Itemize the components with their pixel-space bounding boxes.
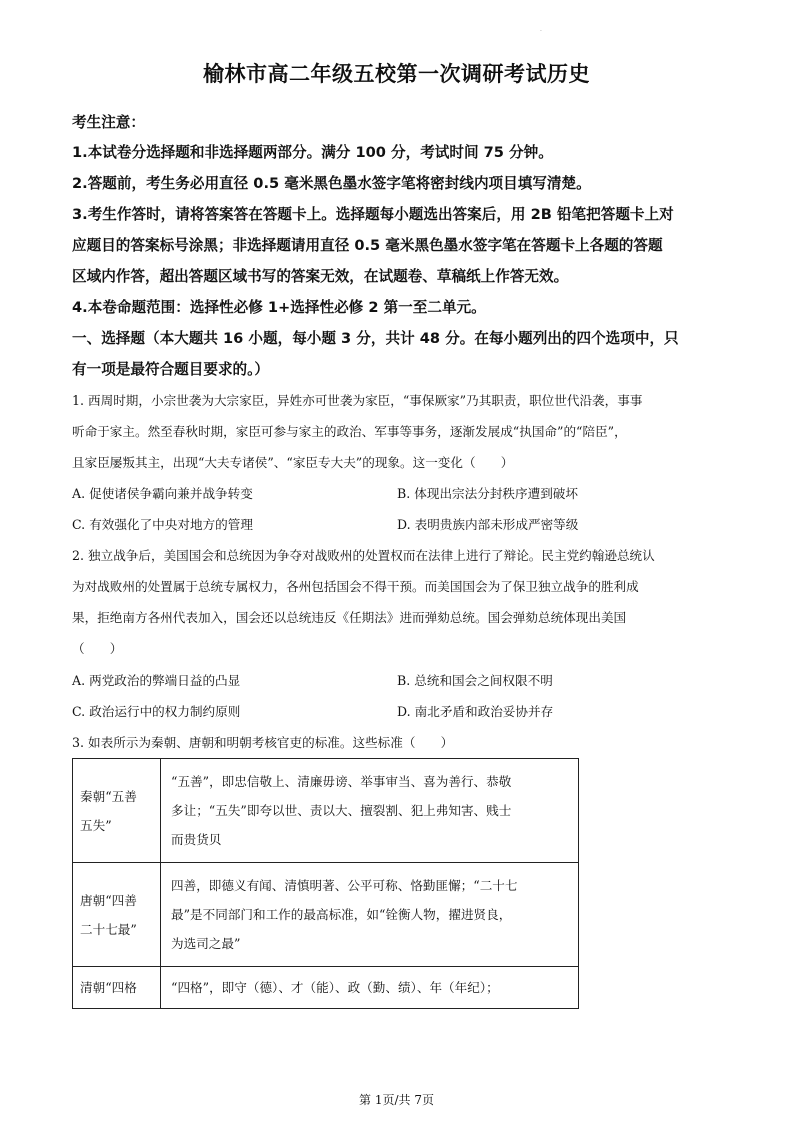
standard-line: 最”是不同部门和工作的最高标准，如“铨衡人物，擢进贤良， xyxy=(171,907,512,922)
table-row xyxy=(73,863,579,967)
notice-item: 3.考生作答时，请将答案答在答题卡上。选择题每小题选出答案后，用 2B 铅笔把答题卡上对 xyxy=(72,206,674,223)
question-1-option-a: A. 促使诸侯争霸向兼并战争转变 xyxy=(72,486,253,501)
official-evaluation-table xyxy=(72,758,579,1009)
dynasty-cell xyxy=(73,863,161,967)
standard-line: 为选司之最” xyxy=(171,936,241,951)
question-1-stem: 1. 西周时期，小宗世袭为大宗家臣，异姓亦可世袭为家臣，“事保厥家”乃其职责，职位世代沿袭，事事 xyxy=(72,393,643,408)
notice-item: 2.答题前，考生务必用直径 0.5 毫米黑色墨水签字笔将密封线内项目填写清楚。 xyxy=(72,175,591,192)
question-2-option-d: D. 南北矛盾和政治妥协并存 xyxy=(397,704,554,719)
table-row xyxy=(73,759,579,863)
standard-line: “五善”，即忠信敬上、清廉毋谤、举事审当、喜为善行、恭敬 xyxy=(171,774,512,789)
dynasty-name-line: 五失” xyxy=(80,817,112,833)
question-2-stem: 2. 独立战争后，美国国会和总统因为争夺对战败州的处置权而在法律上进行了辩论。民主党约翰逊总统认 xyxy=(72,548,655,563)
dynasty-name-line: 唐朝“四善 xyxy=(80,892,137,908)
question-2-stem: （ ） xyxy=(72,641,123,656)
question-1-option-d: D. 表明贵族内部未形成严密等级 xyxy=(397,517,579,532)
dynasty-name-line: 清朝“四格 xyxy=(80,980,137,995)
question-3-stem: 3. 如表所示为秦朝、唐朝和明朝考核官吏的标准。这些标准（ ） xyxy=(72,735,454,750)
standard-line: 而贵货贝 xyxy=(171,832,222,847)
standard-line: 多让；“五失”即夸以世、责以大、擅裂割、犯上弗知害、贱士 xyxy=(171,803,512,818)
scan-mark: . xyxy=(540,26,542,33)
section-heading: 一、选择题（本大题共 16 小题，每小题 3 分，共计 48 分。在每小题列出的四个选项中，只 xyxy=(72,330,679,347)
dynasty-cell xyxy=(73,759,161,863)
dynasty-cell xyxy=(73,967,161,1009)
question-1-stem: 且家臣屡叛其主，出现“大夫专诸侯”、“家臣专大夫”的现象。这一变化（ ） xyxy=(72,455,514,470)
notice-item: 4.本卷命题范围：选择性必修 1+选择性必修 2 第一至二单元。 xyxy=(72,299,486,316)
question-2-stem: 为对战败州的处置属于总统专属权力，各州包括国会不得干预。而美国国会为了保卫独立战争的胜利成 xyxy=(72,579,639,594)
page-title: 榆林市高二年级五校第一次调研考试历史 xyxy=(203,62,590,86)
page-number: 第 1页/共 7页 xyxy=(359,1093,434,1107)
notice-heading: 考生注意： xyxy=(72,114,145,131)
question-1-option-b: B. 体现出宗法分封秩序遭到破坏 xyxy=(397,486,578,501)
question-1-option-c: C. 有效强化了中央对地方的管理 xyxy=(72,517,253,532)
standard-line: 四善，即德义有闻、清慎明著、公平可称、恪勤匪懈；“二十七 xyxy=(171,878,518,893)
notice-item: 区域内作答，超出答题区域书写的答案无效，在试题卷、草稿纸上作答无效。 xyxy=(72,268,569,285)
section-heading-cont: 有一项是最符合题目要求的。） xyxy=(72,361,270,378)
standard-cell xyxy=(161,967,579,1009)
question-2-option-a: A. 两党政治的弊端日益的凸显 xyxy=(72,673,241,688)
standard-cell xyxy=(161,759,579,863)
table-row xyxy=(73,967,579,1009)
standard-line: “四格”，即守（德）、才（能）、政（勤、绩）、年（年纪）； xyxy=(171,980,499,995)
question-1-stem: 听命于家主。然至春秋时期，家臣可参与家主的政治、军事等事务，逐渐发展成“执国命”的“陪臣”， xyxy=(72,424,627,439)
standard-cell xyxy=(161,863,579,967)
question-2-option-b: B. 总统和国会之间权限不明 xyxy=(397,673,553,688)
question-2-option-c: C. 政治运行中的权力制约原则 xyxy=(72,704,241,719)
question-2-stem: 果，拒绝南方各州代表加入，国会还以总统违反《任期法》进而弹劾总统。国会弹劾总统体现出美国 xyxy=(72,610,627,625)
notice-item: 应题目的答案标号涂黑；非选择题请用直径 0.5 毫米黑色墨水签字笔在答题卡上各题的答题 xyxy=(72,237,663,254)
dynasty-name-line: 秦朝“五善 xyxy=(80,788,137,804)
dynasty-name-line: 二十七最” xyxy=(80,921,137,937)
notice-item: 1.本试卷分选择题和非选择题两部分。满分 100 分，考试时间 75 分钟。 xyxy=(72,144,553,161)
